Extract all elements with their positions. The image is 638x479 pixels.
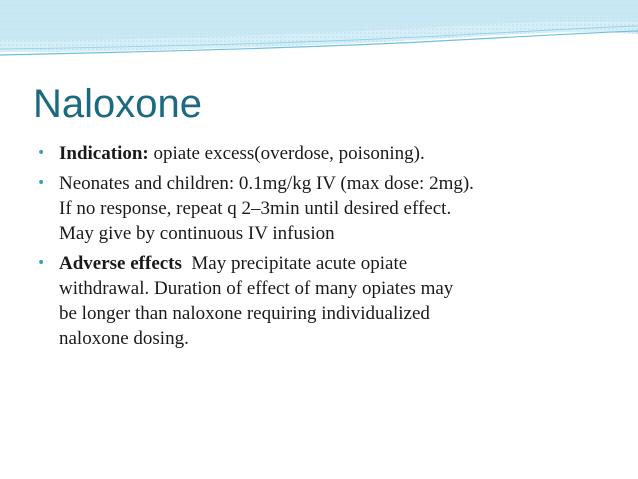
bullet-text: May give by continuous IV infusion xyxy=(59,223,335,244)
bullet-icon: • xyxy=(37,145,46,161)
bullet-adverse-effects xyxy=(34,251,614,351)
bullet-icon: • xyxy=(37,255,46,271)
bullet-text: naloxone dosing. xyxy=(59,328,189,349)
bullet-line xyxy=(59,251,614,276)
slide-title: Naloxone xyxy=(33,82,203,126)
bullet-text: Neonates and children: 0.1mg/kg IV (max dose: 2mg). xyxy=(59,173,474,194)
bullet-text: withdrawal. Duration of effect of many opiates may xyxy=(59,278,454,299)
bullet-indication xyxy=(34,141,614,166)
bullet-term: Indication: xyxy=(59,143,149,164)
bullet-line xyxy=(59,141,614,166)
bullet-list xyxy=(34,141,614,356)
bullet-text: be longer than naloxone requiring individualized xyxy=(59,303,430,324)
bullet-text: If no response, repeat q 2–3min until desired effect. xyxy=(59,198,452,219)
bullet-icon: • xyxy=(37,175,46,191)
bullet-dosing xyxy=(34,171,614,246)
bullet-term: Adverse effects xyxy=(59,253,182,274)
decorative-wave-header xyxy=(0,0,638,70)
bullet-text: May precipitate acute opiate xyxy=(181,253,408,274)
bullet-text: opiate excess(overdose, poisoning). xyxy=(148,143,425,164)
